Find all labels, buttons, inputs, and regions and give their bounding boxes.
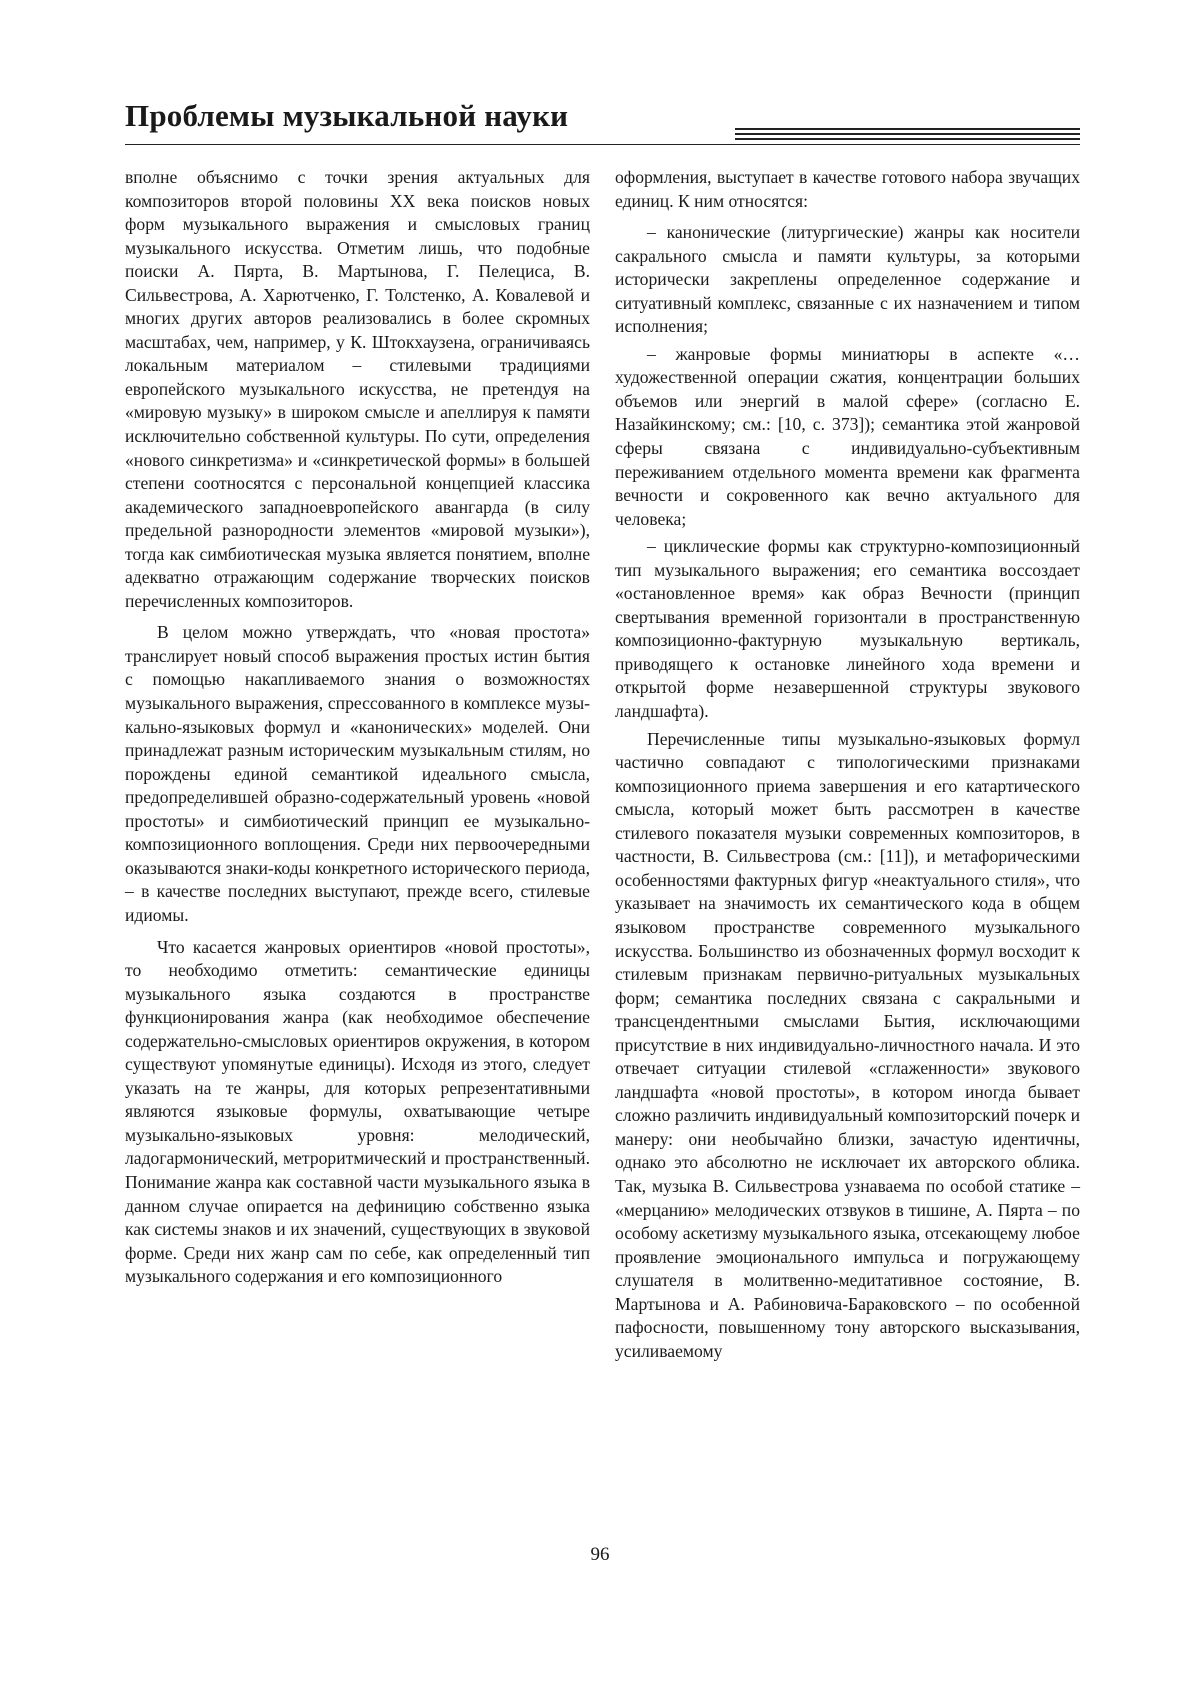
paragraph: вполне объяснимо с точки зрения актуальных для композиторов второй половины XX века поисков новых форм музыкального выражения и смысловых границ музыкального искусства. Отметим лишь, что подобные поиски А. Пярта, В. Мартынова, Г. Пелециса, В. Сильвестрова, А. Харютченко, Г. Толстенко, А. Ковалевой и многих других авторов реализовались в более скромных масштабах, чем, например, у К. Штокхаузена, ограничиваясь локальным материалом – стилевыми традициями европейского музыкального искусства, не претендуя на «мировую музыку» в широком смысле и апеллируя к памяти исключительно собственной культуры. По сути, определения «нового синкретизма» и «синкретической формы» в большей степени соотносятся с персональной концепцией классика академического западноевропейского авангарда (в силу предельной разнородности элементов «мировой музыки»), тогда как симбиотическая музыка является понятием, вполне адекватно отражающим содержание творческих поисков перечисленных композиторов. <box>125 167 590 611</box>
list-item: – жанровые формы миниатюры в аспекте «…художественной операции сжатия, концентрации больших объемов или энергий в малой сфере» (согласно Е. Назайкинскому; см.: [10, с. 373]); семантика этой жанровой сферы связана с индивидуально-субъективным переживанием отдельного момента времени как фрагмента вечности и сокровенного как вечно актуального для человека; <box>615 343 1080 529</box>
header-rule <box>125 144 1080 145</box>
list-item: – канонические (литургические) жанры как носители сакрального смысла и памяти культуры, за которыми исторически закреплены определенное содержание и ситуативный комплекс, связанные с их назначением и типом исполнения; <box>615 222 1080 337</box>
left-column <box>125 166 590 1297</box>
header-rule-accent-2 <box>735 133 1080 135</box>
paragraph: В целом можно утверждать, что «новая простота» транслирует новый способ выражения простых истин бытия с помощью накапливаемого знания о возможностях музыкального выражения, спрессованного в комплексе музыкально-языковых формул и «канонических» моделей. Они принадлежат разным историческим музыкальным стилям, но порождены единой семантикой идеального смысла, предопределившей образно-содержательный уровень «новой простоты» и симбиотический принцип ее музыкально-композиционного воплощения. Среди них первоочередными оказываются знаки-коды конкретного исторического периода, – в качестве последних выступают, прежде всего, стилевые идиомы. <box>125 622 590 925</box>
right-column <box>615 166 1080 1371</box>
paragraph: Что касается жанровых ориентиров «новой простоты», то необходимо отметить: семантические единицы музыкального языка создаются в пространстве функционирования жанра (как необходимое обеспечение содержательно-смысловых ориентиров окружения, в котором существуют упомянутые единицы). Исходя из этого, следует указать на те жанры, для которых репрезентативными являются языковые формулы, охватывающие четыре музыкально-языковых уровня: мелодический, ладогармонический, метроритмический и пространственный. Понимание жанра как составной части музыкального языка в данном случае опирается на дефиницию собственно языка как системы знаков и их значений, существующих в звуковой форме. Среди них жанр сам по себе, как определенный тип музыкального содержания и его композиционного <box>125 936 590 1287</box>
paragraph: оформления, выступает в качестве готового набора звучащих единиц. К ним относятся: <box>615 167 1080 211</box>
paragraph: Перечисленные типы музыкально-языковых формул частично совпадают с типологическими признаками композиционного приема завершения и его катартического смысла, который может быть рассмотрен в качестве стилевого показателя музыки современных композиторов, в частности, В. Сильвестрова (см.: [11]), и метафорическими особенностями фактурных фигур «неактуального стиля», что указывает на значимость их семантического кода в общем языковом пространстве современного музыкального искусства. Большинство из обозначенных формул восходит к стилевым признакам первично-ритуальных музыкальных форм; семантика последних связана с сакральными и трансцендентными смыслами Бытия, исключающими присутствие в них индивидуально-личностного начала. И это отвечает ситуации стилевой «сглаженности» звукового ландшафта «новой простоты», в котором иногда бывает сложно различить индивидуальный композиторский почерк и манеру: они необычайно близки, зачастую идентичны, однако это абсолютно не исключает их авторского облика. Так, музыка В. Сильвестрова узнаваема по особой статике – «мерцанию» мелодических отзвуков в тишине, А. Пярта – по особому аскетизму музыкального языка, отсекающему любое проявление эмоционального импульса и погружающему слушателя в молитвенно-медитативное состояние, В. Мартынова и А. Рабиновича-Бараковского – по особенной пафосности, повышенному тону авторского высказывания, усиливаемому <box>615 728 1080 1361</box>
page-number: 96 <box>590 1544 610 1565</box>
list-item: – циклические формы как структурно-композиционный тип музыкального выражения; его семантика воссоздает «остановленное время» как образ Вечности (принцип свертывания временной горизонтали в пространственную композиционно-фактурную музыкальную вертикаль, приводящего к остановке линейного хода времени и открытой форме незавершенной структуры звукового ландшафта). <box>615 536 1080 722</box>
running-header-title: Проблемы музыкальной науки <box>125 98 569 133</box>
header-rule-accent-1 <box>735 128 1080 130</box>
header-rule-accent-3 <box>735 138 1080 140</box>
